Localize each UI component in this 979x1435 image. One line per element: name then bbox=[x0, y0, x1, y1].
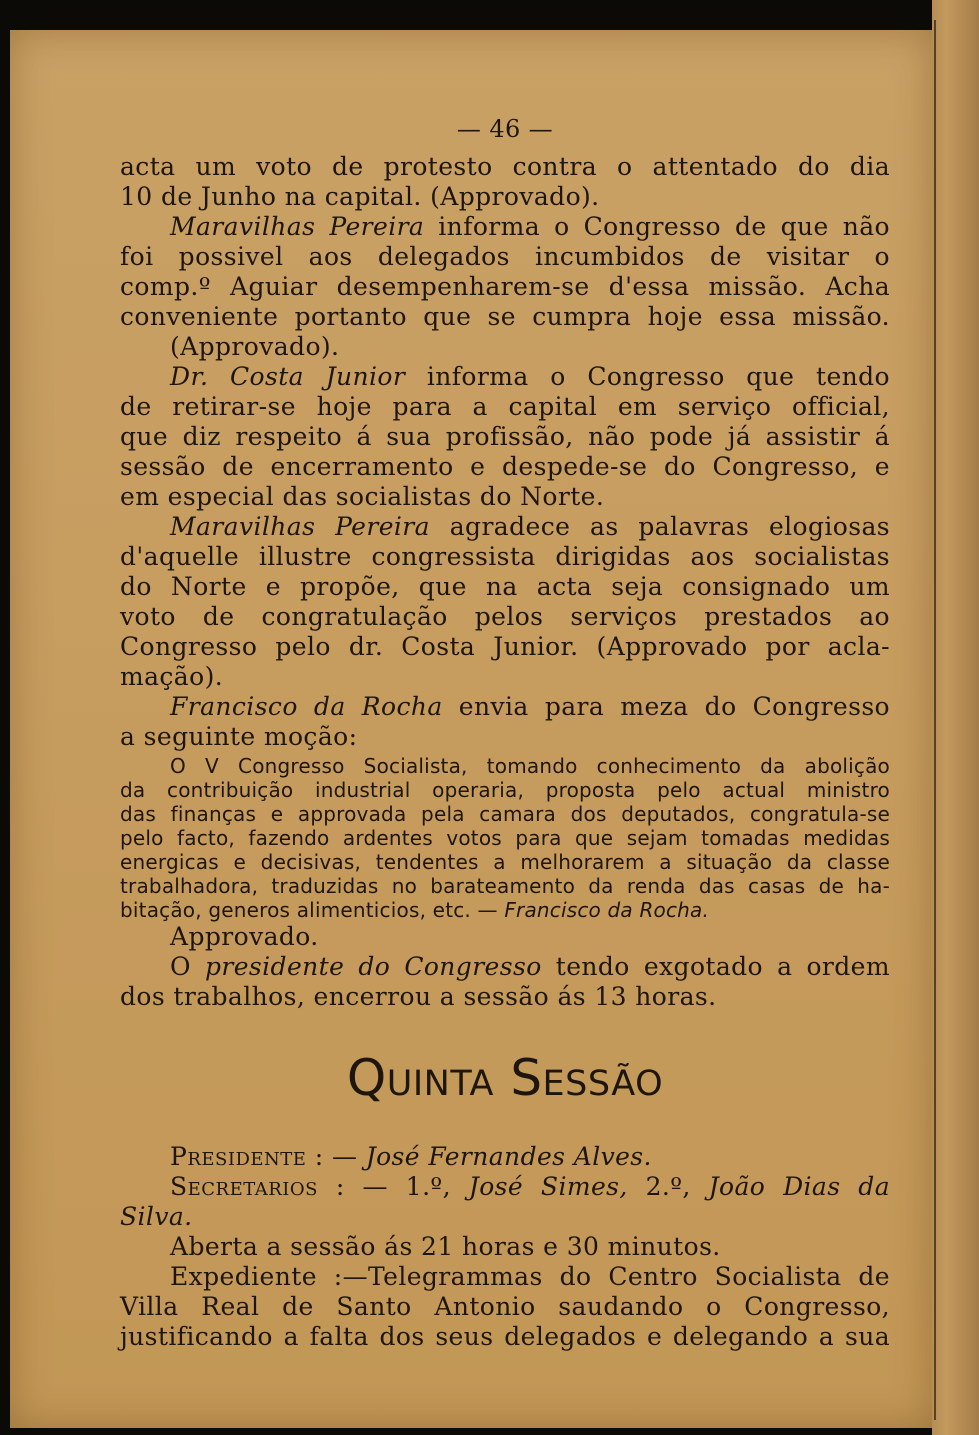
text-line bbox=[120, 952, 890, 982]
text-run: : — 1.º, bbox=[318, 1172, 469, 1201]
text-run: O bbox=[170, 952, 205, 981]
text-line bbox=[120, 182, 890, 212]
text-run: Aberta a sessão ás 21 horas e 30 minutos. bbox=[170, 1232, 721, 1261]
text-run: informa o Congresso de que não bbox=[424, 212, 891, 241]
text-line bbox=[120, 542, 890, 572]
officer-name: João Dias da bbox=[708, 1172, 890, 1201]
text-line bbox=[120, 242, 890, 272]
text-run: acta um voto de protesto contra o attentado do dia bbox=[120, 152, 890, 181]
closing-paragraphs bbox=[120, 922, 890, 1012]
text-run: conveniente portanto que se cumpra hoje essa missão. bbox=[120, 302, 890, 331]
text-line bbox=[120, 392, 890, 422]
text-run: em especial das socialistas do Norte. bbox=[120, 482, 605, 511]
text-line bbox=[120, 662, 890, 692]
text-run: 10 de Junho na capital. (Approvado). bbox=[120, 182, 600, 211]
text-line bbox=[120, 482, 890, 512]
text-run: trabalhadora, traduzidas no barateamento da renda das casas de ha- bbox=[120, 874, 890, 898]
text-line bbox=[120, 1262, 890, 1292]
speaker-name: Dr. Costa Junior bbox=[170, 362, 406, 391]
text-line bbox=[120, 272, 890, 302]
text-run: (Approvado). bbox=[170, 332, 340, 361]
text-run: Expediente :—Telegrammas do Centro Socialista de bbox=[170, 1262, 890, 1291]
text-line bbox=[120, 850, 890, 874]
text-run: Approvado. bbox=[170, 922, 319, 951]
session-officers bbox=[120, 1142, 890, 1232]
text-run: agradece as palavras elogiosas bbox=[429, 512, 890, 541]
text-line bbox=[120, 362, 890, 392]
speaker-name: Maravilhas Pereira bbox=[170, 212, 425, 241]
speaker-name: Maravilhas Pereira bbox=[170, 512, 430, 541]
text-run: que diz respeito á sua profissão, não pode já assistir á bbox=[120, 422, 890, 451]
section-heading: Quinta Sessão bbox=[346, 1049, 664, 1107]
text-line bbox=[120, 1322, 890, 1352]
text-line bbox=[120, 1292, 890, 1322]
text-run: das finanças e approvada pela camara dos deputados, congratula-se bbox=[120, 802, 890, 826]
text-line bbox=[120, 632, 890, 662]
signature-name: Francisco da Rocha. bbox=[504, 898, 710, 922]
speaker-name: Francisco da Rocha bbox=[170, 692, 443, 721]
text-run: : — bbox=[306, 1142, 366, 1171]
text-line bbox=[120, 982, 890, 1012]
text-run: sessão de encerramento e despede-se do Congresso, e bbox=[120, 452, 890, 481]
text-run: a seguinte moção: bbox=[120, 722, 358, 751]
text-line bbox=[120, 754, 890, 778]
text-line bbox=[120, 722, 890, 752]
text-run: envia para meza do Congresso bbox=[442, 692, 890, 721]
motion-text bbox=[120, 754, 890, 922]
text-line bbox=[120, 802, 890, 826]
book-page bbox=[10, 30, 932, 1428]
text-run: mação). bbox=[120, 662, 224, 691]
text-run: do Norte e propõe, que na acta seja consignado um bbox=[120, 572, 890, 601]
text-run: foi possivel aos delegados incumbidos de visitar o bbox=[120, 242, 890, 271]
text-line bbox=[120, 602, 890, 632]
officer-role: Secretarios bbox=[170, 1172, 319, 1201]
officer-name: José Fernandes Alves. bbox=[365, 1142, 652, 1171]
text-line bbox=[120, 152, 890, 182]
text-line bbox=[120, 302, 890, 332]
text-run: de retirar-se hoje para a capital em serviço official, bbox=[120, 392, 890, 421]
speaker-name: presidente do Congresso bbox=[204, 952, 542, 981]
text-line bbox=[120, 692, 890, 722]
text-run: Congresso pelo dr. Costa Junior. (Approvado por acla- bbox=[120, 632, 890, 661]
text-line bbox=[120, 898, 890, 922]
text-line bbox=[120, 332, 890, 362]
text-run: d'aquelle illustre congressista dirigidas aos socialistas bbox=[120, 542, 890, 571]
page-text-block bbox=[120, 80, 890, 1352]
text-run: da contribuição industrial operaria, proposta pelo actual ministro bbox=[120, 778, 890, 802]
text-line bbox=[120, 212, 890, 242]
text-run: 2.º, bbox=[645, 1172, 709, 1201]
officer-name: José Simes, bbox=[468, 1172, 646, 1201]
text-line bbox=[120, 826, 890, 850]
text-run: Villa Real de Santo Antonio saudando o Congresso, bbox=[120, 1292, 890, 1321]
text-run: O V Congresso Socialista, tomando conhecimento da abolição bbox=[170, 754, 890, 778]
text-run: energicas e decisivas, tendentes a melhorarem a situação da classe bbox=[120, 850, 890, 874]
officer-line bbox=[120, 1142, 890, 1172]
page-gutter-line bbox=[934, 20, 936, 1420]
text-run: bitação, generos alimenticios, etc. — bbox=[120, 898, 505, 922]
text-run: justificando a falta dos seus delegados e delegando a sua bbox=[120, 1322, 890, 1351]
text-line bbox=[120, 512, 890, 542]
text-run: voto de congratulação pelos serviços prestados ao bbox=[120, 602, 890, 631]
adjacent-page-edge bbox=[932, 0, 979, 1435]
officer-name: Silva. bbox=[120, 1202, 193, 1231]
page-number: — 46 — bbox=[456, 115, 554, 143]
minutes-paragraphs bbox=[120, 152, 890, 752]
text-line bbox=[120, 778, 890, 802]
text-run: informa o Congresso que tendo bbox=[405, 362, 891, 391]
text-run: tendo exgotado a ordem bbox=[541, 952, 890, 981]
text-line bbox=[120, 422, 890, 452]
officer-role: Presidente bbox=[170, 1142, 307, 1171]
text-line bbox=[120, 572, 890, 602]
text-line bbox=[120, 922, 890, 952]
text-line bbox=[120, 874, 890, 898]
text-line bbox=[120, 1232, 890, 1262]
text-run: pelo facto, fazendo ardentes votos para que sejam tomadas medidas bbox=[120, 826, 890, 850]
session-paragraphs bbox=[120, 1232, 890, 1352]
text-run: dos trabalhos, encerrou a sessão ás 13 horas. bbox=[120, 982, 717, 1011]
text-run: comp.º Aguiar desempenharem-se d'essa missão. Acha bbox=[120, 272, 890, 301]
officer-line bbox=[120, 1172, 890, 1202]
officer-line bbox=[120, 1202, 890, 1232]
text-line bbox=[120, 452, 890, 482]
